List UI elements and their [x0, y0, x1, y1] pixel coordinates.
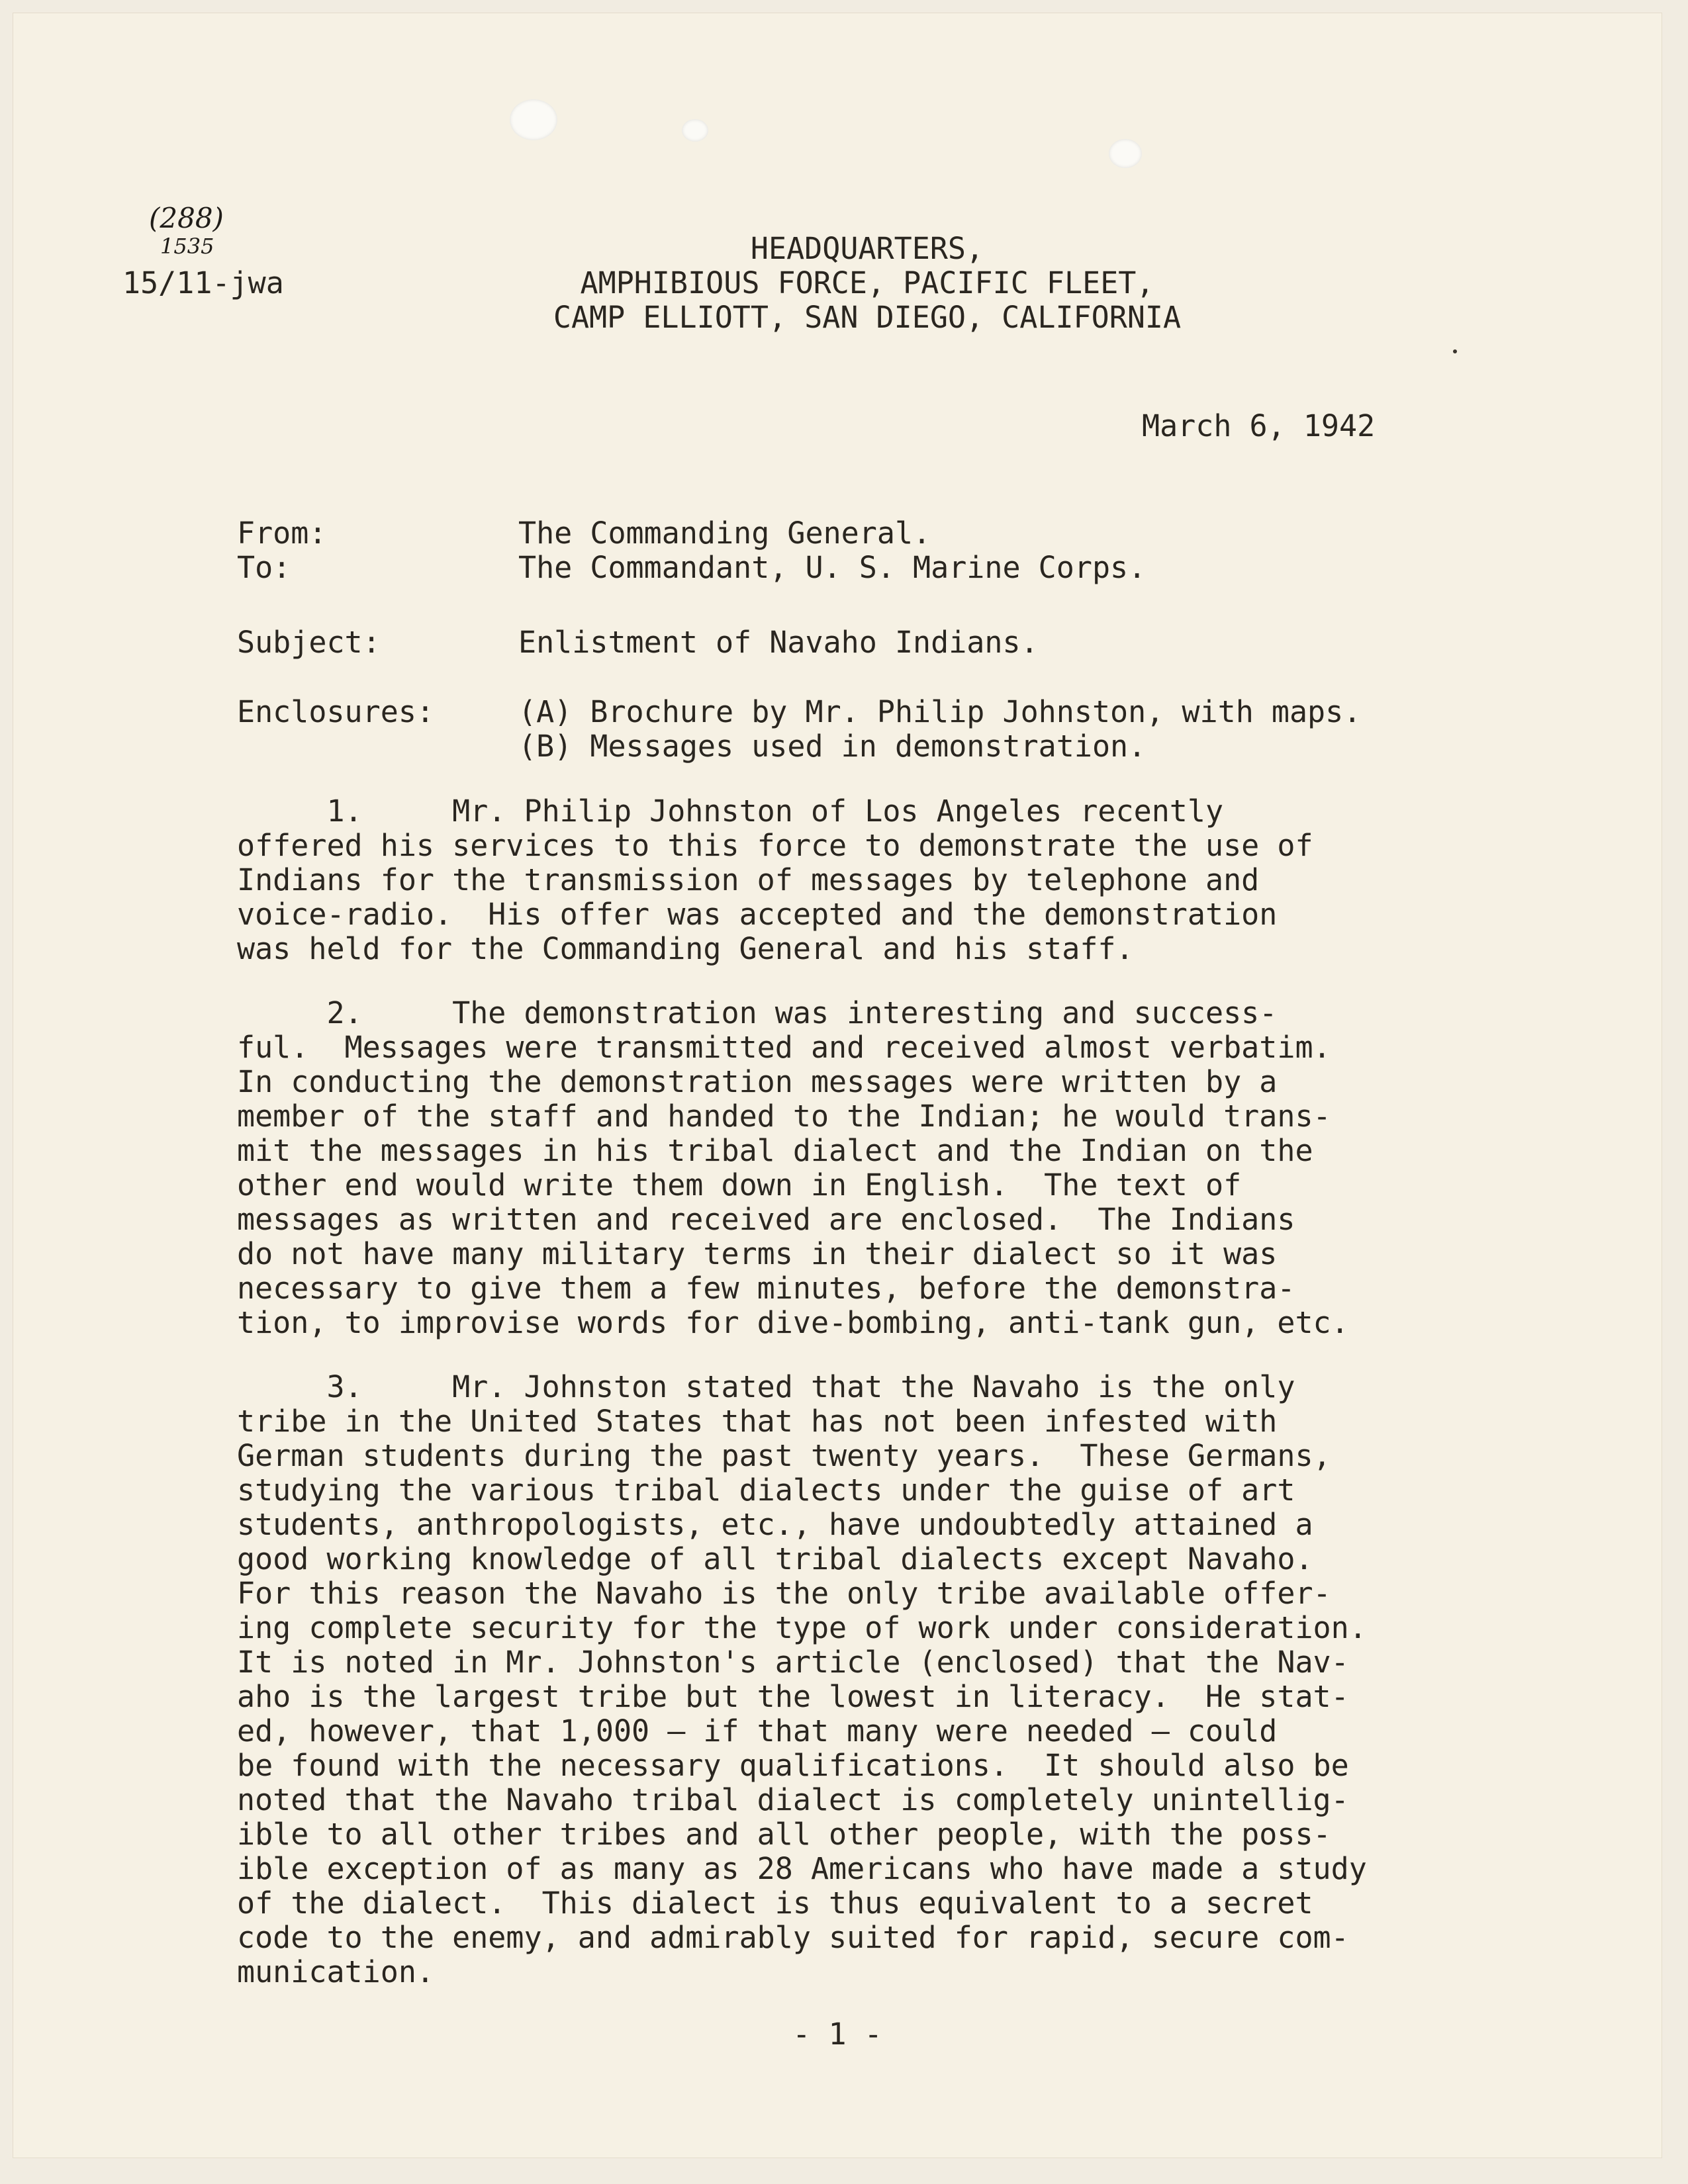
enclosures-block [237, 695, 1495, 764]
paragraph-line: It is noted in Mr. Johnston's article (enclosed) that the Nav- [237, 1645, 1349, 1680]
paragraph-line: do not have many military terms in their dialect so it was [237, 1236, 1278, 1271]
stray-mark [1453, 349, 1457, 353]
paragraph-2 [237, 996, 1521, 1340]
paragraph-line: noted that the Navaho tribal dialect is completely unintellig- [237, 1782, 1349, 1817]
letterhead [470, 232, 1264, 335]
paragraph-line: 2. The demonstration was interesting and success- [237, 995, 1278, 1030]
paragraph-line: studying the various tribal dialects under the guise of art [237, 1473, 1295, 1508]
paragraph-line: code to the enemy, and admirably suited for rapid, secure com- [237, 1920, 1349, 1955]
punch-hole [510, 99, 557, 140]
punch-hole [1109, 139, 1142, 168]
from-value: The Commanding General. [518, 516, 931, 551]
paragraph-line: ible exception of as many as 28 Americans who have made a study [237, 1851, 1367, 1886]
paragraph-line: 3. Mr. Johnston stated that the Navaho is the only [237, 1369, 1295, 1404]
paragraph-line: Indians for the transmission of messages by telephone and [237, 862, 1260, 897]
handwritten-note-top: (288) [149, 202, 224, 234]
paragraph-line: voice-radio. His offer was accepted and the demonstration [237, 897, 1278, 932]
to-value: The Commandant, U. S. Marine Corps. [518, 550, 1147, 585]
paragraph-line: aho is the largest tribe but the lowest in literacy. He stat- [237, 1679, 1349, 1714]
paragraph-line: was held for the Commanding General and his staff. [237, 931, 1134, 966]
paragraph-line: German students during the past twenty years. These Germans, [237, 1438, 1331, 1473]
paragraph-line: ful. Messages were transmitted and received almost verbatim. [237, 1030, 1331, 1065]
paragraph-line: 1. Mr. Philip Johnston of Los Angeles recently [237, 794, 1224, 829]
letterhead-line: AMPHIBIOUS FORCE, PACIFIC FLEET, [580, 265, 1154, 300]
paragraph-line: tion, to improvise words for dive-bombing, anti-tank gun, etc. [237, 1305, 1349, 1340]
paragraph-line: offered his services to this force to demonstrate the use of [237, 828, 1313, 863]
document-page [13, 13, 1662, 2158]
enclosures-row [237, 695, 1495, 729]
paragraph-line: member of the staff and handed to the Indian; he would trans- [237, 1099, 1331, 1134]
enclosure-a: (A) Brochure by Mr. Philip Johnston, with maps. [518, 694, 1362, 729]
paragraph-line: tribe in the United States that has not been infested with [237, 1404, 1278, 1439]
letter-date: March 6, 1942 [1142, 408, 1376, 443]
paragraph-line: munication. [237, 1954, 435, 1989]
letterhead-line: HEADQUARTERS, [750, 231, 984, 266]
paragraph-line: be found with the necessary qualifications. It should also be [237, 1748, 1349, 1783]
paragraph-line: good working knowledge of all tribal dialects except Navaho. [237, 1541, 1313, 1576]
paragraph-line: ed, however, that 1,000 — if that many were needed — could [237, 1713, 1278, 1749]
paragraph-line: of the dialect. This dialect is thus equivalent to a secret [237, 1886, 1313, 1921]
header-block [237, 516, 1495, 585]
subject-value: Enlistment of Navaho Indians. [518, 625, 1039, 660]
subject-block [237, 625, 1495, 660]
punch-hole [682, 119, 708, 142]
paragraph-1 [237, 794, 1521, 966]
paragraph-line: ing complete security for the type of work under consideration. [237, 1610, 1367, 1645]
enclosures-row [237, 729, 1495, 764]
subject-label: Subject: [237, 625, 381, 660]
from-label: From: [237, 516, 327, 551]
letterhead-line: CAMP ELLIOTT, SAN DIEGO, CALIFORNIA [553, 300, 1182, 335]
to-label: To: [237, 550, 291, 585]
enclosures-label: Enclosures: [237, 694, 435, 729]
paragraph-line: students, anthropologists, etc., have undoubtedly attained a [237, 1507, 1313, 1542]
to-row [237, 551, 1495, 585]
paragraph-line: ible to all other tribes and all other people, with the poss- [237, 1817, 1331, 1852]
file-code: 15/11-jwa [122, 265, 284, 300]
paragraph-line: In conducting the demonstration messages were written by a [237, 1064, 1278, 1099]
enclosure-b: (B) Messages used in demonstration. [518, 729, 1147, 764]
paragraph-line: For this reason the Navaho is the only tribe available offer- [237, 1576, 1331, 1611]
page-number: - 1 - [792, 2017, 882, 2052]
handwritten-note-bottom: 1535 [160, 234, 214, 259]
subject-row [237, 625, 1495, 660]
from-row [237, 516, 1495, 551]
paragraph-line: messages as written and received are enclosed. The Indians [237, 1202, 1295, 1237]
paragraph-line: other end would write them down in English. The text of [237, 1167, 1242, 1203]
paragraph-line: necessary to give them a few minutes, before the demonstra- [237, 1271, 1295, 1306]
paragraph-line: mit the messages in his tribal dialect and the Indian on the [237, 1133, 1313, 1168]
enclosures-spacer [237, 729, 518, 764]
paragraph-3 [237, 1370, 1521, 1989]
